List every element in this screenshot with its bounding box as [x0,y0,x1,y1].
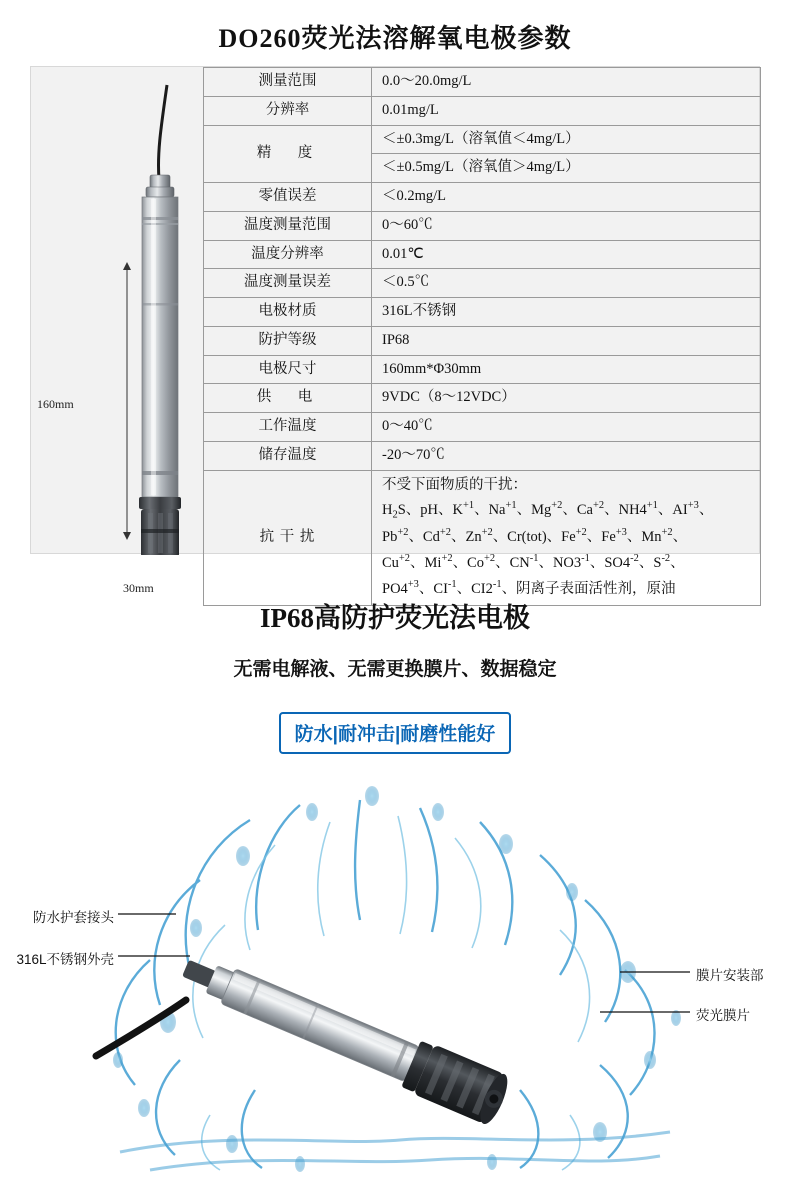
table-row [204,125,761,154]
table-row [204,355,761,384]
spec-value: 9VDC（8～12VDC） [372,384,761,413]
spec-key: 供 电 [204,384,372,413]
probe-drawing-svg [31,67,203,555]
spec-key: 电极材质 [204,298,372,327]
page-title: DO260荧光法溶解氧电极参数 [218,24,572,53]
spec-key: 温度测量范围 [204,211,372,240]
spec-key: 温度分辨率 [204,240,372,269]
water-splash-illustration [0,760,790,1180]
spec-value: ＜0.5℃ [372,269,761,298]
diameter-dimension-label: 30mm [123,581,154,595]
spec-key: 电极尺寸 [204,355,372,384]
table-row [204,211,761,240]
spec-value: 0.01℃ [372,240,761,269]
section-subheading: 无需电解液、无需更换膜片、数据稳定 [233,659,557,680]
spec-value: 0～40℃ [372,413,761,442]
spec-key: 分辨率 [204,96,372,125]
interference-line: $Pb^{+2}$、$Cd^{+2}$、$Zn^{+2}$、Cr(tot)、$Fe^{+2}$、$Fe^{+3}$、$Mn^{+2}$、 [382,527,688,546]
table-row [204,298,761,327]
spec-value: -20～70℃ [372,441,761,470]
spec-value: IP68 [372,326,761,355]
spec-table [203,67,761,606]
table-row [204,68,761,97]
callout-waterproof-connector: 防水护套接头 [33,910,114,925]
product-photo [0,760,790,1180]
spec-key: 工作温度 [204,413,372,442]
table-row-interference [204,470,761,605]
spec-value: 0～60℃ [372,211,761,240]
table-row [204,269,761,298]
table-row [204,326,761,355]
height-dimension-label: 160mm [37,397,74,411]
probe-illustration [31,67,203,595]
spec-key: 温度测量误差 [204,269,372,298]
spec-value: 0.0～20.0mg/L [372,68,761,97]
interference-line: $Cu^{+2}$、$Mi^{+2}$、$Co^{+2}$、$CN^{-1}$、$NO3^{-1}$、$SO4^{-2}$、$S^{-2}$、 [382,553,685,571]
spec-value: ＜0.2mg/L [372,183,761,212]
spec-key: 零值误差 [204,183,372,212]
callout-stainless-housing: 316L不锈钢外壳 [16,952,114,967]
spec-key: 抗 干 扰 [204,470,372,605]
feature-badge: 防水|耐冲击|耐磨性能好 [279,712,512,754]
table-row [204,183,761,212]
callout-membrane-mount: 膜片安装部 [696,968,764,983]
table-row [204,96,761,125]
callout-fluorescent-membrane: 荧光膜片 [696,1008,750,1023]
spec-value: 160mm*Φ30mm [372,355,761,384]
spec-value-secondary: ＜±0.5mg/L（溶氧值＞4mg/L） [372,154,761,183]
interference-intro: 不受下面物质的干扰： [382,476,527,493]
spec-panel [30,66,760,597]
spec-key: 测量范围 [204,68,372,97]
interference-line: $H_2S$、pH、$K^{+1}$、$Na^{+1}$、$Mg^{+2}$、$Ca^{+2}$、$NH4^{+1}$、$AI^{+3}$、 [382,500,714,522]
table-row [204,384,761,413]
table-row [204,240,761,269]
spec-key: 精 度 [204,125,372,183]
interference-line: $PO4^{+3}$、$CI^{-1}$、$CI2^{-1}$、阴离子表面活性剂，原油 [382,578,676,597]
interference-cell [372,470,761,605]
table-row [204,441,761,470]
section-heading: IP68高防护荧光法电极 [260,603,530,633]
spec-key: 储存温度 [204,441,372,470]
table-row [204,413,761,442]
spec-key: 防护等级 [204,326,372,355]
spec-value: 316L不锈钢 [372,298,761,327]
spec-value: 0.01mg/L [372,96,761,125]
spec-value: ＜±0.3mg/L（溶氧值＜4mg/L） [372,125,761,154]
badge-container [0,712,790,754]
